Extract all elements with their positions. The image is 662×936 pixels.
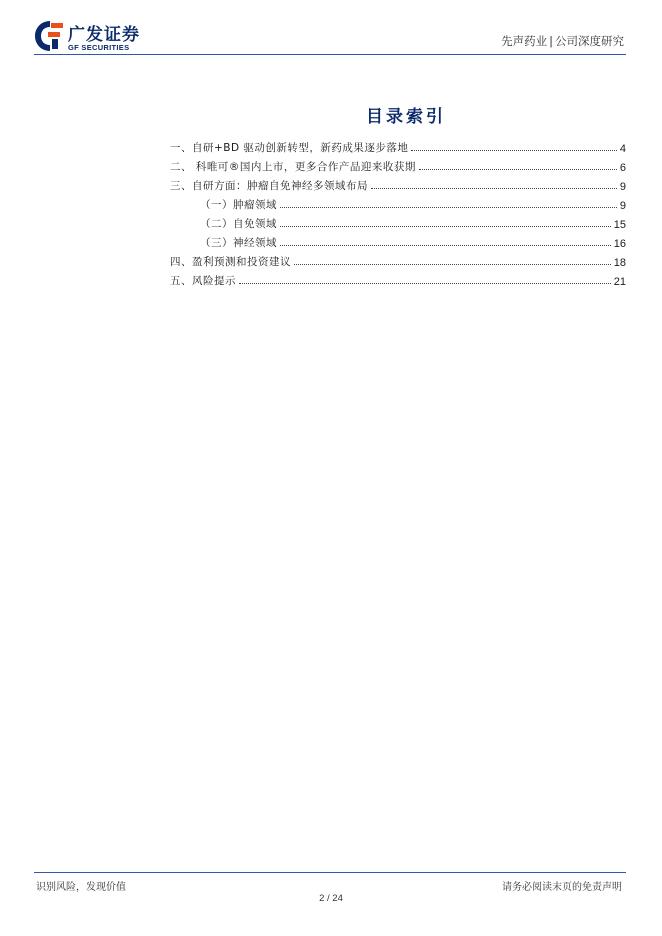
toc-entry-page: 15 [613,219,626,231]
toc-title: 目录索引 [366,107,446,127]
page-number: 2 / 24 [319,893,343,904]
toc-leader-dots [411,149,616,151]
toc-entry-page: 9 [619,181,626,193]
toc-leader-dots [371,187,617,189]
toc-entry-text: （一）肿瘤领域 [200,199,277,211]
gf-logo-icon [34,19,66,53]
toc-entry-3-1[interactable] [170,193,626,212]
toc-entry-3-3[interactable] [170,231,626,250]
company-logo [34,19,154,55]
report-type: 公司深度研究 [555,34,624,48]
footer-slogan: 识别风险，发现价值 [36,882,126,893]
toc-entry-text: （三）神经领域 [200,237,277,249]
toc-entry-3-2[interactable] [170,212,626,231]
toc-entry-text: 三、自研方面：肿瘤自免神经多领域布局 [170,180,368,192]
toc-entry-page: 16 [613,238,626,250]
table-of-contents [170,136,626,288]
footer-disclaimer-note: 请务必阅读末页的免责声明 [502,882,622,893]
company-name: 先声药业 [501,34,548,48]
toc-entry-page: 9 [619,200,626,212]
logo-chinese-text: 广发证券 [68,25,140,45]
toc-entry-page: 18 [613,257,626,269]
logo-english-text: GF SECURITIES [68,43,130,52]
toc-leader-dots [294,263,611,265]
toc-leader-dots [239,282,611,284]
toc-leader-dots [280,206,617,208]
header-report-info [501,33,624,49]
toc-entry-3[interactable] [170,174,626,193]
toc-entry-1[interactable] [170,136,626,155]
toc-entry-text: （二）自免领域 [200,218,277,230]
toc-entry-2[interactable] [170,155,626,174]
toc-leader-dots [280,225,611,227]
toc-entry-page: 21 [613,276,626,288]
toc-leader-dots [419,168,617,170]
footer-rule [34,872,626,873]
toc-leader-dots [280,244,611,246]
toc-entry-4[interactable] [170,250,626,269]
header-rule [34,54,626,55]
page-header [0,0,662,60]
toc-entry-text: 五、风险提示 [170,275,236,287]
toc-entry-page: 4 [619,143,626,155]
toc-entry-page: 6 [619,162,626,174]
toc-entry-text: 一、自研+BD 驱动创新转型，新药成果逐步落地 [170,142,409,154]
toc-entry-5[interactable] [170,269,626,288]
toc-entry-text: 二、 科唯可®国内上市，更多合作产品迎来收获期 [170,161,416,173]
toc-entry-text: 四、盈利预测和投资建议 [170,256,291,268]
header-separator: | [549,34,553,48]
